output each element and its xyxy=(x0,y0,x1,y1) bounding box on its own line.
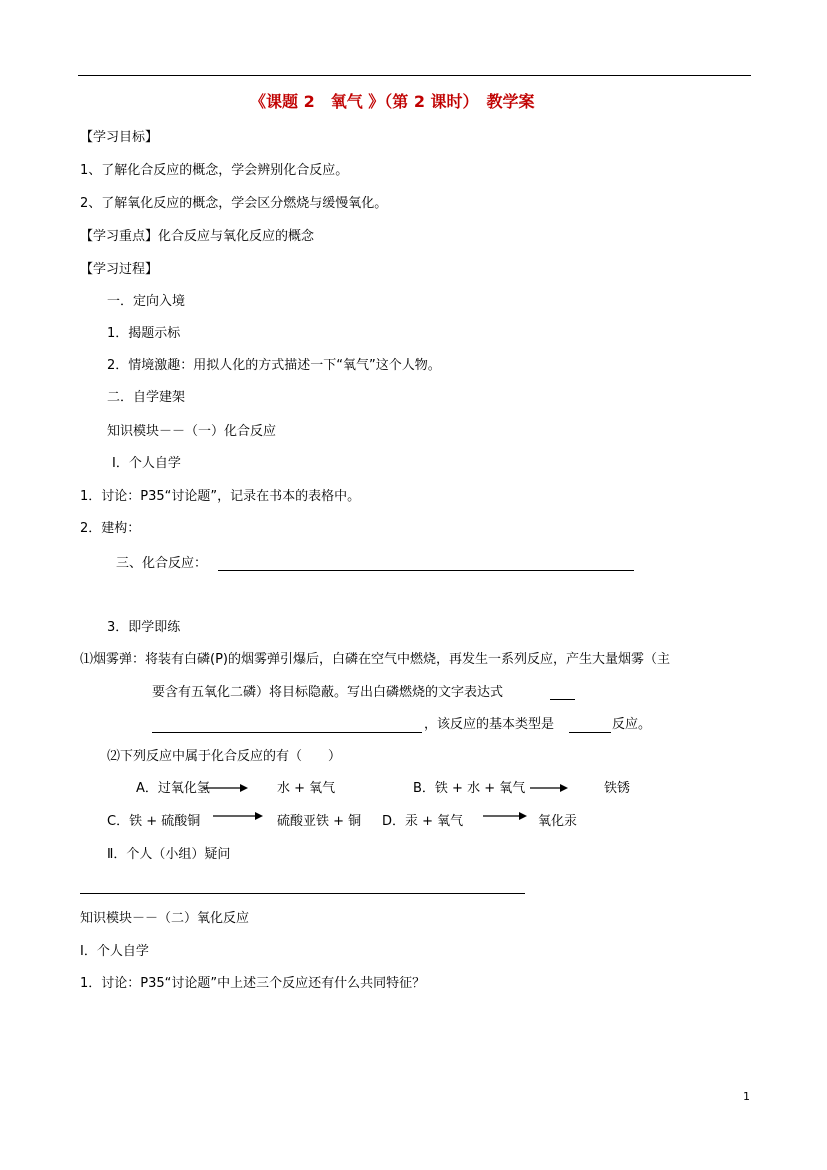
objective-2: 2、了解氧化反应的概念，学会区分燃烧与缓慢氧化。 xyxy=(80,196,388,211)
arrow-a-icon xyxy=(204,783,248,793)
arrow-c-icon xyxy=(213,811,263,821)
option-a-left: A．过氧化氢 xyxy=(136,781,210,796)
answer-blank-type xyxy=(569,732,611,733)
answer-blank-expression xyxy=(152,732,422,733)
objectives-heading: 【学习目标】 xyxy=(80,130,159,145)
discuss-2: 1．讨论：P35“讨论题”中上述三个反应还有什么共同特征？ xyxy=(80,976,426,991)
option-d-left: D．汞 + 氧气 xyxy=(382,814,464,829)
self-study-2: Ⅰ．个人自学 xyxy=(80,944,149,959)
group-question: Ⅱ．个人（小组）疑问 xyxy=(107,847,231,862)
question-blank xyxy=(80,893,525,894)
keypoint-heading: 【学习重点】 xyxy=(80,229,159,244)
question-1-line-3: ，该反应的基本类型是 xyxy=(424,717,555,732)
module-2-title: 知识模块－－（二）氧化反应 xyxy=(80,911,250,926)
combination-blank xyxy=(218,570,634,571)
question-2: ⑵下列反应中属于化合反应的有（ ） xyxy=(107,749,342,764)
module-1-title: 知识模块－－（一）化合反应 xyxy=(107,424,277,439)
question-1-line-3-end: 反应。 xyxy=(612,717,652,732)
section-2: 二．自学建架 xyxy=(107,390,186,405)
section-1-item-1: 1．揭题示标 xyxy=(107,326,181,341)
answer-blank-expression-start xyxy=(550,699,575,700)
section-1: 一．定向入境 xyxy=(107,294,186,309)
objective-1: 1、了解化合反应的概念，学会辨别化合反应。 xyxy=(80,163,349,178)
option-b-right: 铁锈 xyxy=(604,781,631,796)
option-a-right: 水 + 氧气 xyxy=(277,781,336,796)
arrow-b-icon xyxy=(530,783,568,793)
arrow-d-icon xyxy=(483,811,527,821)
page-number: 1 xyxy=(743,1090,750,1103)
practice-heading: 3．即学即练 xyxy=(107,620,181,635)
option-c-right: 硫酸亚铁 + 铜 xyxy=(277,814,362,829)
page-title: 《课题 2 氧气 》（第 2 课时） 教学案 xyxy=(250,92,535,111)
option-b-left: B．铁 + 水 + 氧气 xyxy=(413,781,526,796)
section-1-item-2: 2．情境激趣：用拟人化的方式描述一下“氧气”这个人物。 xyxy=(107,358,441,373)
combination-label: 三、化合反应： xyxy=(116,556,208,571)
keypoint-line xyxy=(80,229,314,245)
construct: 2．建构： xyxy=(80,521,141,536)
question-1-line-2: 要含有五氧化二磷）将目标隐蔽。写出白磷燃烧的文字表达式 xyxy=(152,685,504,700)
process-heading: 【学习过程】 xyxy=(80,262,159,277)
option-d-right: 氧化汞 xyxy=(538,814,578,829)
header-rule xyxy=(78,75,751,76)
question-1-line-1: ⑴烟雾弹：将装有白磷(P)的烟雾弹引爆后，白磷在空气中燃烧，再发生一系列反应，产生大量烟雾（主 xyxy=(80,652,670,667)
keypoint-text: 化合反应与氧化反应的概念 xyxy=(158,229,315,244)
self-study-1: Ⅰ．个人自学 xyxy=(112,456,181,471)
option-c-left: C．铁 + 硫酸铜 xyxy=(107,814,201,829)
discuss-1: 1．讨论：P35“讨论题”，记录在书本的表格中。 xyxy=(80,489,361,504)
